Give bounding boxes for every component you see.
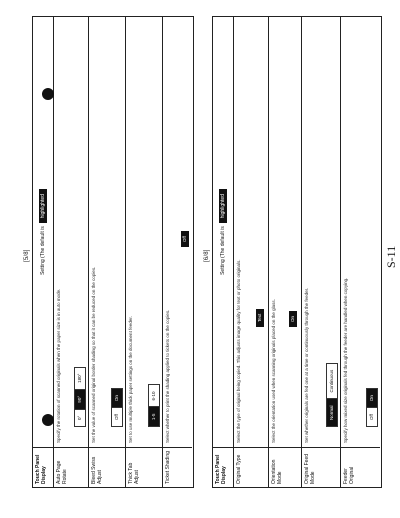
- table-row: [163, 17, 192, 487]
- row-name: Thick Tab Adjust: [126, 447, 162, 487]
- row-description: Set to use multiple thick paper settings on the document feeder.: [128, 316, 133, 443]
- table-row: [341, 17, 380, 487]
- row-description: Select the type of original being copied. This adjusts image quality for text or photo originals.: [236, 259, 241, 443]
- table-row: [234, 17, 269, 487]
- header-touch-panel: Touch Panel Display: [213, 447, 233, 487]
- table-row: [269, 17, 302, 487]
- row-name: Auto Page Rotate: [54, 447, 88, 487]
- settings-table-upper: [32, 16, 194, 488]
- row-description: Set whether originals are fed one at a time or continuously through the feeder.: [304, 287, 309, 443]
- option-selected[interactable]: Off: [181, 231, 189, 247]
- row-name: Ticket Shading: [163, 447, 192, 487]
- row-name: Orientation Mode: [269, 447, 301, 487]
- settings-table-lower: [212, 16, 382, 488]
- row-name: Original Feed Mode: [302, 447, 340, 487]
- table-row: [126, 17, 163, 487]
- default-highlight-badge: highlighted: [39, 189, 47, 223]
- row-description: Select whether to print the shading applied to tickets on the copies.: [165, 309, 170, 443]
- section-label-upper: [5/8]: [24, 249, 30, 262]
- option-selected[interactable]: On: [289, 311, 297, 327]
- option-group[interactable]: OffOn: [366, 388, 378, 427]
- table-row: [302, 17, 341, 487]
- row-description: Specify how mixed size originals fed through the feeder are handled when copying.: [343, 277, 348, 443]
- row-name: Original Type: [234, 447, 268, 487]
- option-selected[interactable]: Text: [256, 309, 264, 327]
- section-label-lower: [6/8]: [204, 249, 210, 262]
- header-setting: Setting (The default ishighlighted: [213, 17, 233, 447]
- option-group[interactable]: NormalContinuous: [326, 363, 338, 427]
- binder-hole-icon: [42, 88, 54, 100]
- row-name: Feeder Original: [341, 447, 380, 487]
- row-name: Bleed Swiss Adjust: [89, 447, 125, 487]
- default-highlight-badge: highlighted: [219, 189, 227, 223]
- option-group[interactable]: OffOn: [111, 388, 123, 427]
- binder-hole-icon: [42, 414, 54, 426]
- page-number: S-11: [384, 245, 398, 268]
- header-setting: Setting (The default ishighlighted: [33, 17, 53, 447]
- header-touch-panel: Touch Panel Display: [33, 447, 53, 487]
- table-header: [213, 17, 234, 487]
- table-row: [89, 17, 126, 487]
- option-group[interactable]: 1-56-10: [148, 384, 160, 427]
- table-row: [54, 17, 89, 487]
- row-description: Set the value of scanned original border shading so that it can be reduced on the copies.: [91, 266, 96, 443]
- row-description: Select the orientation used when scanning originals placed on the glass.: [271, 299, 276, 443]
- option-group[interactable]: 0°90°180°: [74, 367, 86, 427]
- row-description: Specify the rotation of scanned originals when the paper size is in auto mode.: [56, 288, 61, 443]
